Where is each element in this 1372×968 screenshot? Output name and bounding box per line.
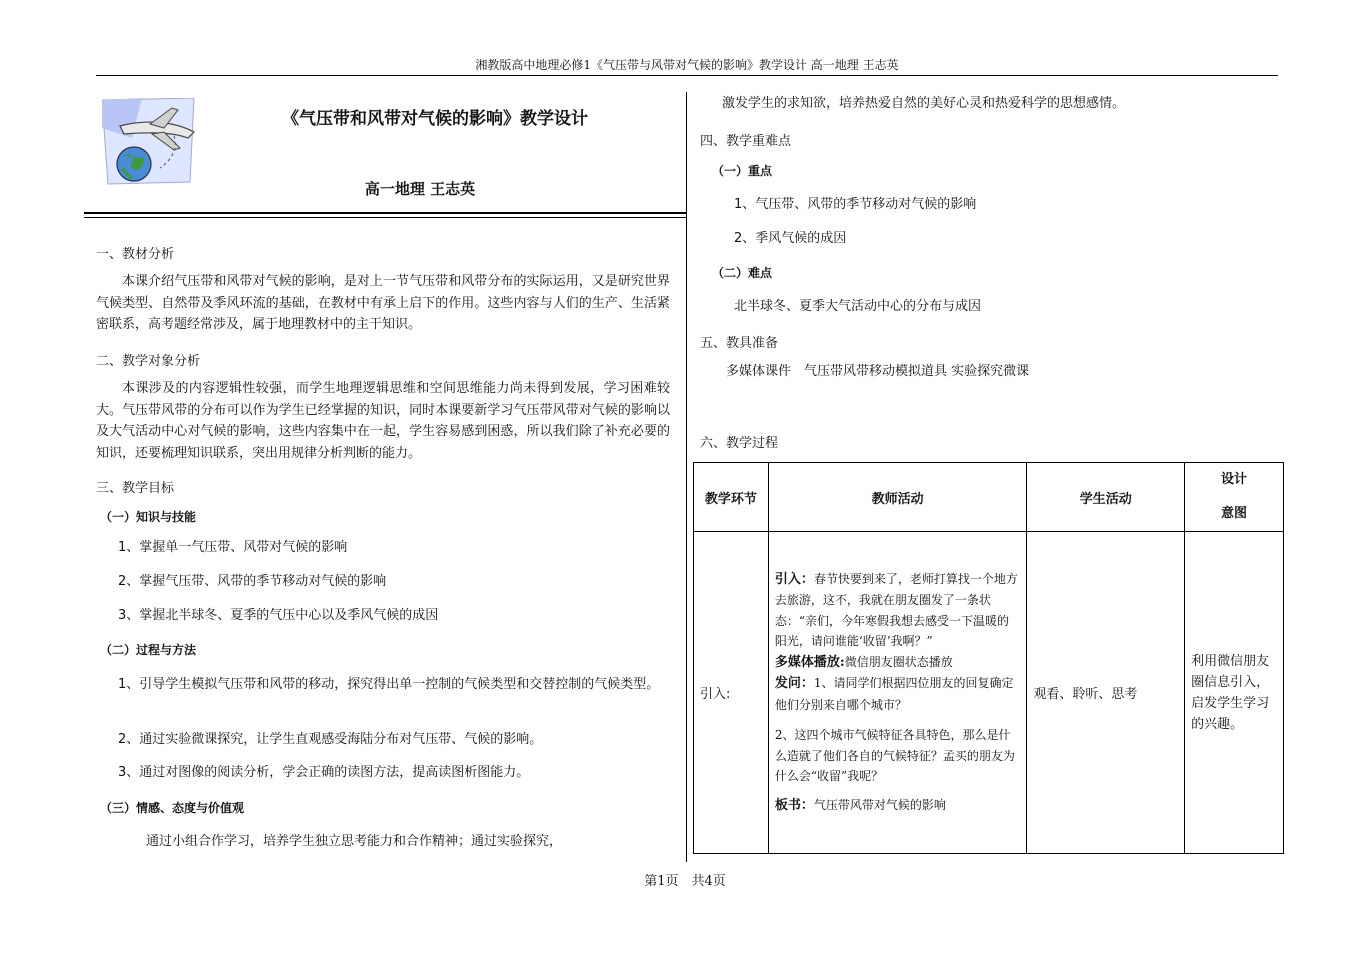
cell-stage: 引入:: [694, 532, 769, 854]
teaching-process-table: [693, 462, 1284, 854]
section-4-title: 四、教学重难点: [700, 134, 792, 149]
section-3-title: 三、教学目标: [96, 481, 175, 496]
goal-3-title: （三）情感、态度与价值观: [100, 801, 245, 815]
media-text: 微信朋友圈状态播放: [844, 654, 953, 669]
globe-plane-icon: [102, 98, 202, 186]
goal-1-item: 3、掌握北半球冬、夏季的气压中心以及季风气候的成因: [118, 608, 439, 623]
intro-label: 引入：: [774, 571, 814, 587]
key-point-item: 2、季风气候的成因: [734, 231, 847, 246]
header-design-intent: [1185, 463, 1284, 532]
goal-1-item: 2、掌握气压带、风带的季节移动对气候的影响: [118, 574, 387, 589]
table-row: [694, 532, 1284, 854]
document-title: 《气压带和风带对气候的影响》教学设计: [282, 109, 588, 129]
section-6-title: 六、教学过程: [700, 436, 779, 451]
board-text: 气压带风带对气候的影响: [813, 797, 946, 812]
goal-2-item: 1、引导学生模拟气压带和风带的移动，探究得出单一控制的气候类型和交替控制的气候类型。: [118, 677, 660, 692]
cell-design-intent: 利用微信朋友圈信息引入，启发学生学习的兴趣。: [1185, 532, 1284, 854]
goal-1-title: （一）知识与技能: [100, 510, 197, 524]
page-footer: 第1页 共4页: [644, 874, 726, 889]
goal-3-paragraph: 通过小组合作学习，培养学生独立思考能力和合作精神；通过实验探究，: [146, 834, 563, 849]
cell-teacher-activity: [768, 532, 1027, 854]
title-rule-thin: [84, 217, 686, 218]
section-2-paragraph: 本课涉及的内容逻辑性较强，而学生地理逻辑思维和空间思维能力尚未得到发展，学习困难较大。气压带风带的分布可以作为学生已经掌握的知识，同时本课要新学习气压带风带对气候的影响以及大气活动中心对气候的影响，这些内容集中在一起，学生容易感到困惑，所以我们除了补充必要的知识，还要梳理知识联系，突出用规律分析判断的能力。: [96, 381, 670, 461]
header-divider: [96, 75, 1278, 76]
column-divider: [686, 92, 687, 862]
section-1-paragraph: 本课介绍气压带和风带对气候的影响，是对上一节气压带和风带分布的实际运用，又是研究世界气候类型、自然带及季风环流的基础，在教材中有承上启下的作用。这些内容与人们的生产、生活紧密联系，高考题经常涉及，属于地理教材中的主干知识。: [96, 274, 670, 332]
goal-2-item: 3、通过对图像的阅读分析，学会正确的读图方法，提高读图析图能力。: [118, 765, 530, 780]
section-5-title: 五、教具准备: [700, 336, 779, 351]
section-1-title: 一、教材分析: [96, 247, 175, 262]
intro-text: 春节快要到来了，老师打算找一个地方去旅游，这不，我就在朋友圈发了一条状态：“亲们，今年寒假我想去感受一下温暖的阳光，请问谁能‘收留’我啊？”: [774, 571, 1018, 649]
goal-3-continued: 激发学生的求知欲，培养热爱自然的美好心灵和热爱科学的思想感情。: [722, 96, 1126, 111]
difficult-point-text: 北半球冬、夏季大气活动中心的分布与成因: [734, 299, 982, 314]
header-student-activity: 学生活动: [1027, 463, 1185, 532]
header-stage: 教学环节: [694, 463, 769, 532]
ask-label: 发问：: [774, 676, 814, 692]
board-label: 板书：: [774, 797, 814, 813]
header-teacher-activity: 教师活动: [768, 463, 1027, 532]
key-points-title: （一）重点: [712, 164, 773, 178]
media-label: 多媒体播放:: [774, 654, 845, 670]
section-2-title: 二、教学对象分析: [96, 354, 201, 369]
goal-2-item: 2、通过实验微课探究，让学生直观感受海陆分布对气压带、气候的影响。: [118, 732, 543, 747]
goal-2-title: （二）过程与方法: [100, 643, 197, 657]
header-design-intent-line2: 意图: [1221, 506, 1248, 521]
globe-plane-logo: [102, 98, 202, 186]
difficult-points-title: （二）难点: [712, 266, 773, 280]
ask-text-1: 1、请同学们根据四位朋友的回复确定他们分别来自哪个城市？: [774, 676, 1014, 712]
key-point-item: 1、气压带、风带的季节移动对气候的影响: [734, 197, 977, 212]
cell-student-activity: 观看、聆听、思考: [1027, 532, 1185, 854]
goal-1-item: 1、掌握单一气压带、风带对气候的影响: [118, 540, 348, 555]
table-header-row: [694, 463, 1284, 532]
header-design-intent-line1: 设计: [1221, 472, 1248, 487]
page-header: 湘教版高中地理必修1《气压带与风带对气候的影响》教学设计 高一地理 王志英: [475, 58, 899, 72]
title-rule-thick: [84, 212, 686, 214]
document-author: 高一地理 王志英: [364, 180, 476, 198]
ask-text-2: 2、这四个城市气候特征各具特色，那么是什么造就了他们各自的气候特征？孟买的朋友为什么会“收留”我呢？: [774, 728, 1015, 784]
teaching-aids-text: 多媒体课件 气压带风带移动模拟道具 实验探究微课: [726, 364, 1030, 379]
